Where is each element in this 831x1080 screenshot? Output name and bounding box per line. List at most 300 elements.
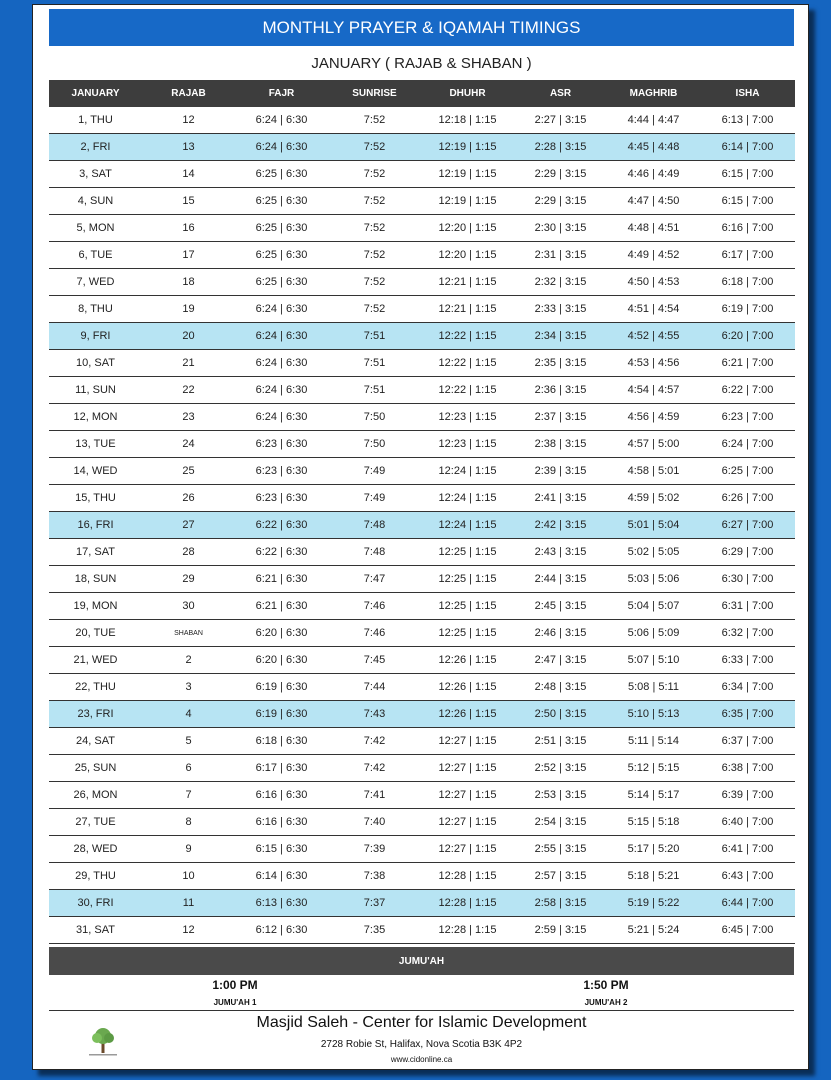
cell-sunrise: 7:50	[328, 431, 421, 458]
cell-dhuhr: 12:28 | 1:15	[421, 917, 514, 944]
cell-isha: 6:24 | 7:00	[700, 431, 795, 458]
table-row	[49, 674, 795, 701]
cell-dhuhr: 12:23 | 1:15	[421, 431, 514, 458]
cell-isha: 6:40 | 7:00	[700, 809, 795, 836]
cell-hijri-day: 11	[142, 890, 235, 917]
cell-maghrib: 4:52 | 4:55	[607, 323, 700, 350]
cell-date: 7, WED	[49, 269, 142, 296]
cell-fajr: 6:25 | 6:30	[235, 269, 328, 296]
cell-sunrise: 7:46	[328, 620, 421, 647]
cell-sunrise: 7:50	[328, 404, 421, 431]
cell-fajr: 6:19 | 6:30	[235, 674, 328, 701]
table-row	[49, 890, 795, 917]
cell-dhuhr: 12:20 | 1:15	[421, 242, 514, 269]
jumuah-heading: JUMU'AH	[49, 947, 794, 975]
cell-fajr: 6:12 | 6:30	[235, 917, 328, 944]
cell-sunrise: 7:52	[328, 296, 421, 323]
cell-sunrise: 7:44	[328, 674, 421, 701]
cell-hijri-day: 15	[142, 188, 235, 215]
cell-fajr: 6:23 | 6:30	[235, 458, 328, 485]
cell-sunrise: 7:42	[328, 755, 421, 782]
cell-maghrib: 5:21 | 5:24	[607, 917, 700, 944]
cell-isha: 6:37 | 7:00	[700, 728, 795, 755]
cell-sunrise: 7:37	[328, 890, 421, 917]
table-body	[49, 107, 795, 944]
cell-sunrise: 7:52	[328, 215, 421, 242]
cell-fajr: 6:22 | 6:30	[235, 512, 328, 539]
cell-asr: 2:42 | 3:15	[514, 512, 607, 539]
cell-sunrise: 7:52	[328, 269, 421, 296]
cell-hijri-day: 24	[142, 431, 235, 458]
table-row	[49, 809, 795, 836]
cell-maghrib: 5:11 | 5:14	[607, 728, 700, 755]
cell-sunrise: 7:52	[328, 242, 421, 269]
cell-isha: 6:44 | 7:00	[700, 890, 795, 917]
cell-fajr: 6:24 | 6:30	[235, 134, 328, 161]
cell-maghrib: 4:47 | 4:50	[607, 188, 700, 215]
cell-date: 18, SUN	[49, 566, 142, 593]
cell-dhuhr: 12:25 | 1:15	[421, 620, 514, 647]
cell-maghrib: 5:15 | 5:18	[607, 809, 700, 836]
cell-sunrise: 7:38	[328, 863, 421, 890]
cell-date: 22, THU	[49, 674, 142, 701]
cell-dhuhr: 12:22 | 1:15	[421, 377, 514, 404]
cell-isha: 6:14 | 7:00	[700, 134, 795, 161]
table-row	[49, 269, 795, 296]
footer-divider	[49, 1010, 794, 1011]
table-row	[49, 539, 795, 566]
cell-maghrib: 5:14 | 5:17	[607, 782, 700, 809]
cell-fajr: 6:18 | 6:30	[235, 728, 328, 755]
cell-hijri-day: 22	[142, 377, 235, 404]
cell-fajr: 6:24 | 6:30	[235, 350, 328, 377]
column-header-rajab: RAJAB	[142, 80, 235, 107]
cell-sunrise: 7:51	[328, 377, 421, 404]
cell-date: 23, FRI	[49, 701, 142, 728]
table-row	[49, 134, 795, 161]
cell-hijri-day: 13	[142, 134, 235, 161]
cell-fajr: 6:23 | 6:30	[235, 431, 328, 458]
cell-fajr: 6:14 | 6:30	[235, 863, 328, 890]
organization-website[interactable]: www.cidonline.ca	[390, 1055, 453, 1064]
cell-sunrise: 7:35	[328, 917, 421, 944]
cell-date: 9, FRI	[49, 323, 142, 350]
cell-maghrib: 5:07 | 5:10	[607, 647, 700, 674]
cell-hijri-day: 26	[142, 485, 235, 512]
cell-maghrib: 5:04 | 5:07	[607, 593, 700, 620]
cell-dhuhr: 12:19 | 1:15	[421, 134, 514, 161]
cell-date: 5, MON	[49, 215, 142, 242]
cell-sunrise: 7:51	[328, 323, 421, 350]
cell-date: 2, FRI	[49, 134, 142, 161]
cell-maghrib: 4:59 | 5:02	[607, 485, 700, 512]
cell-dhuhr: 12:22 | 1:15	[421, 350, 514, 377]
cell-isha: 6:27 | 7:00	[700, 512, 795, 539]
cell-asr: 2:58 | 3:15	[514, 890, 607, 917]
table-row	[49, 620, 795, 647]
cell-date: 17, SAT	[49, 539, 142, 566]
cell-asr: 2:55 | 3:15	[514, 836, 607, 863]
cell-asr: 2:39 | 3:15	[514, 458, 607, 485]
cell-hijri-day: 12	[142, 917, 235, 944]
cell-date: 1, THU	[49, 107, 142, 134]
cell-date: 11, SUN	[49, 377, 142, 404]
cell-asr: 2:45 | 3:15	[514, 593, 607, 620]
cell-asr: 2:29 | 3:15	[514, 161, 607, 188]
cell-sunrise: 7:52	[328, 188, 421, 215]
cell-hijri-day: 3	[142, 674, 235, 701]
cell-hijri-day: 25	[142, 458, 235, 485]
cell-asr: 2:44 | 3:15	[514, 566, 607, 593]
cell-dhuhr: 12:26 | 1:15	[421, 647, 514, 674]
cell-dhuhr: 12:19 | 1:15	[421, 161, 514, 188]
cell-date: 15, THU	[49, 485, 142, 512]
cell-date: 16, FRI	[49, 512, 142, 539]
cell-sunrise: 7:48	[328, 512, 421, 539]
cell-asr: 2:34 | 3:15	[514, 323, 607, 350]
cell-sunrise: 7:48	[328, 539, 421, 566]
cell-asr: 2:59 | 3:15	[514, 917, 607, 944]
table-header-row	[49, 80, 795, 107]
cell-asr: 2:52 | 3:15	[514, 755, 607, 782]
cell-asr: 2:46 | 3:15	[514, 620, 607, 647]
cell-fajr: 6:25 | 6:30	[235, 188, 328, 215]
timetable-page	[32, 4, 809, 1070]
cell-dhuhr: 12:23 | 1:15	[421, 404, 514, 431]
table-row	[49, 863, 795, 890]
cell-isha: 6:22 | 7:00	[700, 377, 795, 404]
cell-fajr: 6:13 | 6:30	[235, 890, 328, 917]
cell-fajr: 6:16 | 6:30	[235, 782, 328, 809]
table-row	[49, 215, 795, 242]
cell-fajr: 6:15 | 6:30	[235, 836, 328, 863]
column-header-isha: ISHA	[700, 80, 795, 107]
cell-date: 13, TUE	[49, 431, 142, 458]
cell-dhuhr: 12:27 | 1:15	[421, 782, 514, 809]
cell-hijri-day: 7	[142, 782, 235, 809]
cell-isha: 6:26 | 7:00	[700, 485, 795, 512]
cell-fajr: 6:24 | 6:30	[235, 377, 328, 404]
cell-fajr: 6:24 | 6:30	[235, 404, 328, 431]
cell-asr: 2:29 | 3:15	[514, 188, 607, 215]
cell-maghrib: 4:51 | 4:54	[607, 296, 700, 323]
cell-date: 4, SUN	[49, 188, 142, 215]
table-row	[49, 566, 795, 593]
cell-isha: 6:35 | 7:00	[700, 701, 795, 728]
cell-maghrib: 4:46 | 4:49	[607, 161, 700, 188]
cell-dhuhr: 12:27 | 1:15	[421, 755, 514, 782]
cell-date: 27, TUE	[49, 809, 142, 836]
table-row	[49, 755, 795, 782]
cell-date: 26, MON	[49, 782, 142, 809]
cell-maghrib: 4:50 | 4:53	[607, 269, 700, 296]
cell-asr: 2:53 | 3:15	[514, 782, 607, 809]
cell-isha: 6:39 | 7:00	[700, 782, 795, 809]
table-row	[49, 188, 795, 215]
cell-hijri-day: 17	[142, 242, 235, 269]
table-row	[49, 161, 795, 188]
cell-date: 31, SAT	[49, 917, 142, 944]
cell-date: 20, TUE	[49, 620, 142, 647]
cell-fajr: 6:16 | 6:30	[235, 809, 328, 836]
column-header-fajr: FAJR	[235, 80, 328, 107]
organization-name: Masjid Saleh - Center for Islamic Development	[256, 1014, 587, 1031]
cell-dhuhr: 12:18 | 1:15	[421, 107, 514, 134]
cell-maghrib: 5:18 | 5:21	[607, 863, 700, 890]
cell-maghrib: 4:49 | 4:52	[607, 242, 700, 269]
cell-isha: 6:25 | 7:00	[700, 458, 795, 485]
cell-isha: 6:16 | 7:00	[700, 215, 795, 242]
cell-fajr: 6:19 | 6:30	[235, 701, 328, 728]
jumuah-1-label: JUMU'AH 1	[213, 998, 257, 1007]
table-row	[49, 782, 795, 809]
jumuah-1-time: 1:00 PM	[212, 978, 258, 992]
table-row	[49, 350, 795, 377]
cell-dhuhr: 12:20 | 1:15	[421, 215, 514, 242]
cell-asr: 2:54 | 3:15	[514, 809, 607, 836]
cell-isha: 6:23 | 7:00	[700, 404, 795, 431]
table-row	[49, 728, 795, 755]
cell-hijri-day: 18	[142, 269, 235, 296]
cell-isha: 6:45 | 7:00	[700, 917, 795, 944]
table-row	[49, 647, 795, 674]
cell-date: 10, SAT	[49, 350, 142, 377]
cell-asr: 2:27 | 3:15	[514, 107, 607, 134]
table-row	[49, 485, 795, 512]
cell-date: 14, WED	[49, 458, 142, 485]
cell-dhuhr: 12:19 | 1:15	[421, 188, 514, 215]
cell-maghrib: 4:48 | 4:51	[607, 215, 700, 242]
cell-maghrib: 5:02 | 5:05	[607, 539, 700, 566]
cell-dhuhr: 12:24 | 1:15	[421, 458, 514, 485]
cell-sunrise: 7:49	[328, 458, 421, 485]
cell-hijri-day: 20	[142, 323, 235, 350]
cell-date: 3, SAT	[49, 161, 142, 188]
table-row	[49, 458, 795, 485]
cell-isha: 6:33 | 7:00	[700, 647, 795, 674]
cell-asr: 2:43 | 3:15	[514, 539, 607, 566]
cell-hijri-day: 29	[142, 566, 235, 593]
cell-isha: 6:19 | 7:00	[700, 296, 795, 323]
cell-fajr: 6:22 | 6:30	[235, 539, 328, 566]
cell-hijri-day: 9	[142, 836, 235, 863]
cell-maghrib: 5:08 | 5:11	[607, 674, 700, 701]
cell-asr: 2:30 | 3:15	[514, 215, 607, 242]
cell-sunrise: 7:47	[328, 566, 421, 593]
cell-fajr: 6:25 | 6:30	[235, 161, 328, 188]
cell-fajr: 6:21 | 6:30	[235, 566, 328, 593]
cell-hijri-day: 10	[142, 863, 235, 890]
cell-fajr: 6:25 | 6:30	[235, 215, 328, 242]
cell-sunrise: 7:41	[328, 782, 421, 809]
cell-hijri-day: 8	[142, 809, 235, 836]
cell-sunrise: 7:43	[328, 701, 421, 728]
column-header-dhuhr: DHUHR	[421, 80, 514, 107]
table-row	[49, 512, 795, 539]
cell-asr: 2:35 | 3:15	[514, 350, 607, 377]
cell-maghrib: 5:19 | 5:22	[607, 890, 700, 917]
cell-fajr: 6:25 | 6:30	[235, 242, 328, 269]
cell-hijri-day: 6	[142, 755, 235, 782]
cell-maghrib: 4:44 | 4:47	[607, 107, 700, 134]
cell-maghrib: 4:53 | 4:56	[607, 350, 700, 377]
cell-hijri-day: 12	[142, 107, 235, 134]
table-row	[49, 836, 795, 863]
cell-hijri-day: SHABAN	[142, 620, 235, 647]
cell-hijri-day: 5	[142, 728, 235, 755]
table-row	[49, 404, 795, 431]
cell-date: 25, SUN	[49, 755, 142, 782]
table-row	[49, 107, 795, 134]
cell-hijri-day: 14	[142, 161, 235, 188]
table-row	[49, 593, 795, 620]
jumuah-2-label: JUMU'AH 2	[584, 998, 628, 1007]
cell-asr: 2:37 | 3:15	[514, 404, 607, 431]
cell-fajr: 6:17 | 6:30	[235, 755, 328, 782]
cell-fajr: 6:23 | 6:30	[235, 485, 328, 512]
cell-dhuhr: 12:21 | 1:15	[421, 296, 514, 323]
cell-dhuhr: 12:24 | 1:15	[421, 485, 514, 512]
cell-date: 21, WED	[49, 647, 142, 674]
table-row	[49, 242, 795, 269]
cell-asr: 2:50 | 3:15	[514, 701, 607, 728]
cell-hijri-day: 21	[142, 350, 235, 377]
cell-date: 29, THU	[49, 863, 142, 890]
cell-fajr: 6:21 | 6:30	[235, 593, 328, 620]
cell-dhuhr: 12:25 | 1:15	[421, 539, 514, 566]
cell-hijri-day: 16	[142, 215, 235, 242]
column-header-january: JANUARY	[49, 80, 142, 107]
cell-sunrise: 7:45	[328, 647, 421, 674]
cell-isha: 6:34 | 7:00	[700, 674, 795, 701]
cell-isha: 6:17 | 7:00	[700, 242, 795, 269]
cell-fajr: 6:24 | 6:30	[235, 296, 328, 323]
cell-hijri-day: 4	[142, 701, 235, 728]
cell-maghrib: 5:01 | 5:04	[607, 512, 700, 539]
cell-maghrib: 4:57 | 5:00	[607, 431, 700, 458]
cell-asr: 2:47 | 3:15	[514, 647, 607, 674]
organization-address: 2728 Robie St, Halifax, Nova Scotia B3K 4P2	[320, 1039, 523, 1050]
cell-fajr: 6:24 | 6:30	[235, 107, 328, 134]
cell-isha: 6:18 | 7:00	[700, 269, 795, 296]
cell-sunrise: 7:52	[328, 161, 421, 188]
cell-maghrib: 4:45 | 4:48	[607, 134, 700, 161]
cell-isha: 6:15 | 7:00	[700, 188, 795, 215]
cell-sunrise: 7:51	[328, 350, 421, 377]
cell-isha: 6:41 | 7:00	[700, 836, 795, 863]
page-title: MONTHLY PRAYER & IQAMAH TIMINGS	[49, 9, 794, 46]
cell-maghrib: 5:06 | 5:09	[607, 620, 700, 647]
cell-dhuhr: 12:21 | 1:15	[421, 269, 514, 296]
cell-maghrib: 4:56 | 4:59	[607, 404, 700, 431]
table-row	[49, 917, 795, 944]
cell-maghrib: 5:12 | 5:15	[607, 755, 700, 782]
cell-date: 30, FRI	[49, 890, 142, 917]
cell-date: 24, SAT	[49, 728, 142, 755]
cell-fajr: 6:20 | 6:30	[235, 647, 328, 674]
cell-dhuhr: 12:28 | 1:15	[421, 863, 514, 890]
cell-dhuhr: 12:22 | 1:15	[421, 323, 514, 350]
cell-date: 28, WED	[49, 836, 142, 863]
cell-hijri-day: 28	[142, 539, 235, 566]
cell-maghrib: 5:10 | 5:13	[607, 701, 700, 728]
cell-sunrise: 7:40	[328, 809, 421, 836]
prayer-timings-table	[49, 80, 795, 944]
column-header-asr: ASR	[514, 80, 607, 107]
column-header-sunrise: SUNRISE	[328, 80, 421, 107]
cell-date: 6, TUE	[49, 242, 142, 269]
jumuah-2-time: 1:50 PM	[583, 978, 629, 992]
cell-sunrise: 7:52	[328, 107, 421, 134]
cell-isha: 6:38 | 7:00	[700, 755, 795, 782]
cell-hijri-day: 23	[142, 404, 235, 431]
cell-hijri-day: 30	[142, 593, 235, 620]
cell-asr: 2:51 | 3:15	[514, 728, 607, 755]
cell-fajr: 6:24 | 6:30	[235, 323, 328, 350]
cell-sunrise: 7:42	[328, 728, 421, 755]
table-row	[49, 701, 795, 728]
cell-isha: 6:13 | 7:00	[700, 107, 795, 134]
cell-asr: 2:48 | 3:15	[514, 674, 607, 701]
cell-isha: 6:30 | 7:00	[700, 566, 795, 593]
cell-asr: 2:28 | 3:15	[514, 134, 607, 161]
cell-sunrise: 7:52	[328, 134, 421, 161]
cell-dhuhr: 12:26 | 1:15	[421, 701, 514, 728]
cell-dhuhr: 12:24 | 1:15	[421, 512, 514, 539]
cell-hijri-day: 2	[142, 647, 235, 674]
cell-date: 8, THU	[49, 296, 142, 323]
column-header-maghrib: MAGHRIB	[607, 80, 700, 107]
cell-date: 12, MON	[49, 404, 142, 431]
cell-maghrib: 5:03 | 5:06	[607, 566, 700, 593]
table-row	[49, 323, 795, 350]
cell-dhuhr: 12:26 | 1:15	[421, 674, 514, 701]
cell-sunrise: 7:46	[328, 593, 421, 620]
cell-asr: 2:57 | 3:15	[514, 863, 607, 890]
cell-asr: 2:33 | 3:15	[514, 296, 607, 323]
cell-asr: 2:36 | 3:15	[514, 377, 607, 404]
cell-date: 19, MON	[49, 593, 142, 620]
month-subtitle: JANUARY ( RAJAB & SHABAN )	[311, 55, 532, 72]
cell-maghrib: 4:54 | 4:57	[607, 377, 700, 404]
cell-asr: 2:41 | 3:15	[514, 485, 607, 512]
cell-isha: 6:15 | 7:00	[700, 161, 795, 188]
cell-asr: 2:31 | 3:15	[514, 242, 607, 269]
cell-isha: 6:31 | 7:00	[700, 593, 795, 620]
cell-dhuhr: 12:27 | 1:15	[421, 809, 514, 836]
cell-maghrib: 4:58 | 5:01	[607, 458, 700, 485]
cell-hijri-day: 19	[142, 296, 235, 323]
cell-isha: 6:32 | 7:00	[700, 620, 795, 647]
cell-dhuhr: 12:27 | 1:15	[421, 836, 514, 863]
table-row	[49, 296, 795, 323]
cell-sunrise: 7:39	[328, 836, 421, 863]
cell-isha: 6:29 | 7:00	[700, 539, 795, 566]
cell-maghrib: 5:17 | 5:20	[607, 836, 700, 863]
cell-fajr: 6:20 | 6:30	[235, 620, 328, 647]
cell-sunrise: 7:49	[328, 485, 421, 512]
cell-asr: 2:38 | 3:15	[514, 431, 607, 458]
cell-isha: 6:21 | 7:00	[700, 350, 795, 377]
cell-dhuhr: 12:25 | 1:15	[421, 593, 514, 620]
cell-isha: 6:20 | 7:00	[700, 323, 795, 350]
cell-isha: 6:43 | 7:00	[700, 863, 795, 890]
table-row	[49, 431, 795, 458]
cell-asr: 2:32 | 3:15	[514, 269, 607, 296]
cell-dhuhr: 12:25 | 1:15	[421, 566, 514, 593]
table-row	[49, 377, 795, 404]
cell-hijri-day: 27	[142, 512, 235, 539]
